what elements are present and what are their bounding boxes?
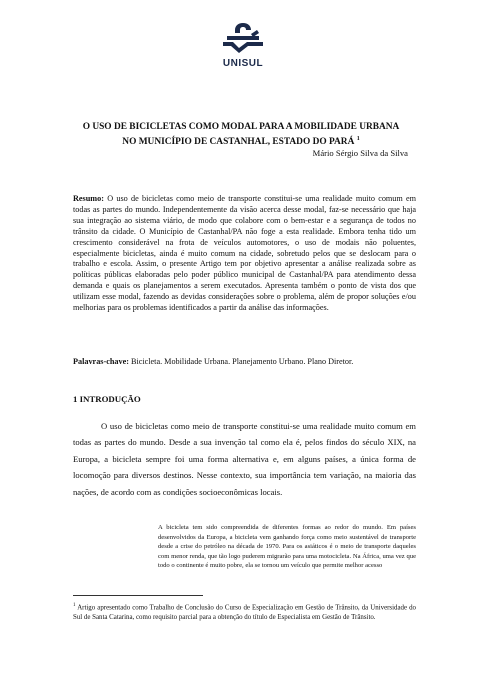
unisul-emblem-icon	[215, 20, 271, 60]
abstract-text: O uso de bicicletas como meio de transporte constitui-se uma realidade muito comum em todas as partes do mundo. Independentemente da visão acerca desse modal, faz-se necessário que haja sua integração ao sistema viário, de modo que colabore com o bem-estar e a segurança de todos no trânsito da cidade. O Município de Castanhal/PA não foge a esta realidade. Embora tenha tido um crescimento considerável na frota de veículos automotores, o uso de modais não poluentes, especialmente bicicletas, ainda é muito comum na cidade, sobretudo pelos que se deslocam para o trabalho e escola. Assim, o presente Artigo tem por objetivo apresentar a análise realizada sobre as políticas públicas elaboradas pelo poder público municipal de Castanhal/PA para atendimento dessa demanda e quais os planejamentos a serem executados. Apresenta também o ponto de vista dos que utilizam esse modal, fazendo as devidas considerações sobre o problema, além de propor soluções e/ou melhorias para os problemas identificados a partir da análise das informações.	[73, 194, 417, 313]
keywords-text: Bicicleta. Mobilidade Urbana. Planejamento Urbano. Plano Diretor.	[130, 357, 354, 366]
block-quote: A bicicleta tem sido compreendida de diferentes formas ao redor do mundo. Em países desenvolvidos da Europa, a bicicleta vem ganhando força como meio sustentável de transporte desde a crise do petróleo na década de 1970. Para os asiáticos é o meio de transporte daqueles com menor renda, que tão logo puderem migrarão para uma motocicleta. Na África, uma vez que todo o continente é muito pobre, ela se tornou um veículo que permite melhor acesso	[158, 524, 416, 570]
section-heading: 1 INTRODUÇÃO	[73, 394, 141, 404]
abstract-label: Resumo:	[73, 194, 104, 203]
title-line-1: O USO DE BICICLETAS COMO MODAL PARA A MOBILIDADE URBANA	[82, 122, 400, 132]
footnote	[73, 601, 416, 622]
author-name: Mário Sérgio Silva da Silva	[312, 148, 408, 158]
keywords	[73, 356, 416, 367]
paper-title	[66, 121, 416, 148]
footnote-text: Artigo apresentado como Trabalho de Conclusão do Curso de Especialização em Gestão de Trânsito, da Universidade do Sul de Santa Catarina, como requisito parcial para a obtenção do título de Especialista em Gestão de Trânsito.	[73, 604, 416, 621]
intro-paragraph: O uso de bicicletas como meio de transporte constitui-se uma realidade muito comum em todas as partes do mundo. Desde a sua invenção tal como ela é, pelos findos do século XIX, na Europa, a bicicleta sempre foi uma forma alternativa e, em alguns países, a única forma de locomoção para diversos destinos. Nesse contexto, sua importância tem variação, na maioria das nações, de acordo com as condições socioeconômicas locais.	[73, 421, 416, 497]
logo-wordmark: UNISUL	[222, 58, 264, 69]
title-footnote-mark[interactable]: 1	[356, 136, 360, 142]
footnote-divider	[73, 595, 203, 596]
abstract	[73, 194, 416, 314]
footnote-mark: 1	[73, 603, 76, 608]
title-line-2	[66, 133, 416, 148]
keywords-label: Palavras-chave:	[73, 357, 129, 366]
unisul-logo	[215, 20, 271, 74]
title-line-2-text: NO MUNICÍPIO DE CASTANHAL, ESTADO DO PARÁ	[122, 137, 355, 148]
